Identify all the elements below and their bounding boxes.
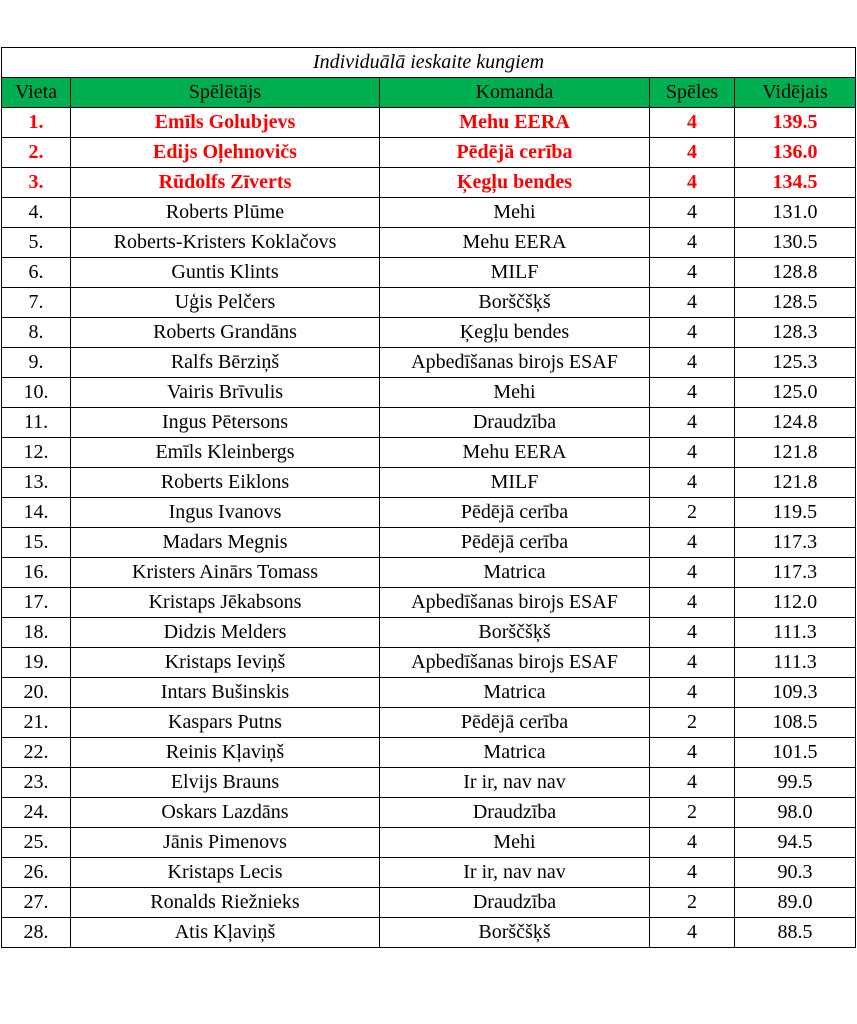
cell-player: Emīls Golubjevs	[71, 108, 380, 138]
cell-average: 128.8	[735, 258, 856, 288]
cell-average: 111.3	[735, 648, 856, 678]
table-row	[2, 858, 856, 888]
cell-games: 4	[650, 828, 735, 858]
cell-team: Draudzība	[380, 888, 650, 918]
cell-place: 12.	[2, 438, 71, 468]
cell-place: 24.	[2, 798, 71, 828]
cell-team: Mehu EERA	[380, 108, 650, 138]
table-row	[2, 768, 856, 798]
table-row	[2, 588, 856, 618]
table-row	[2, 168, 856, 198]
cell-average: 112.0	[735, 588, 856, 618]
cell-place: 5.	[2, 228, 71, 258]
cell-player: Roberts-Kristers Koklačovs	[71, 228, 380, 258]
cell-place: 3.	[2, 168, 71, 198]
cell-player: Roberts Eiklons	[71, 468, 380, 498]
table-row	[2, 828, 856, 858]
cell-place: 6.	[2, 258, 71, 288]
cell-player: Didzis Melders	[71, 618, 380, 648]
header-average: Vidējais	[735, 78, 856, 108]
cell-games: 4	[650, 168, 735, 198]
table-row	[2, 648, 856, 678]
cell-games: 4	[650, 648, 735, 678]
table-row	[2, 468, 856, 498]
table-row	[2, 408, 856, 438]
cell-games: 4	[650, 468, 735, 498]
cell-team: Borščšķš	[380, 288, 650, 318]
cell-player: Rūdolfs Zīverts	[71, 168, 380, 198]
cell-team: Apbedīšanas birojs ESAF	[380, 588, 650, 618]
header-games: Spēles	[650, 78, 735, 108]
cell-average: 98.0	[735, 798, 856, 828]
table-row	[2, 258, 856, 288]
cell-place: 10.	[2, 378, 71, 408]
cell-place: 27.	[2, 888, 71, 918]
cell-games: 2	[650, 888, 735, 918]
table-row	[2, 228, 856, 258]
cell-place: 23.	[2, 768, 71, 798]
cell-place: 25.	[2, 828, 71, 858]
table-row	[2, 288, 856, 318]
cell-average: 128.3	[735, 318, 856, 348]
cell-player: Guntis Klints	[71, 258, 380, 288]
table-row	[2, 708, 856, 738]
cell-team: Mehu EERA	[380, 438, 650, 468]
cell-place: 2.	[2, 138, 71, 168]
cell-average: 134.5	[735, 168, 856, 198]
cell-place: 8.	[2, 318, 71, 348]
table-row	[2, 888, 856, 918]
cell-place: 16.	[2, 558, 71, 588]
table-row	[2, 348, 856, 378]
cell-team: Draudzība	[380, 408, 650, 438]
cell-average: 121.8	[735, 468, 856, 498]
cell-place: 15.	[2, 528, 71, 558]
cell-average: 89.0	[735, 888, 856, 918]
cell-place: 26.	[2, 858, 71, 888]
cell-player: Oskars Lazdāns	[71, 798, 380, 828]
cell-games: 4	[650, 768, 735, 798]
cell-games: 4	[650, 138, 735, 168]
cell-place: 1.	[2, 108, 71, 138]
cell-games: 2	[650, 708, 735, 738]
cell-place: 14.	[2, 498, 71, 528]
cell-player: Ingus Ivanovs	[71, 498, 380, 528]
table-row	[2, 318, 856, 348]
cell-place: 11.	[2, 408, 71, 438]
cell-player: Kaspars Putns	[71, 708, 380, 738]
cell-games: 4	[650, 588, 735, 618]
table-row	[2, 558, 856, 588]
table-row	[2, 198, 856, 228]
cell-team: Mehi	[380, 828, 650, 858]
table-row	[2, 138, 856, 168]
table-row	[2, 918, 856, 948]
table-row	[2, 678, 856, 708]
table-body	[2, 108, 856, 948]
cell-games: 4	[650, 198, 735, 228]
cell-team: Apbedīšanas birojs ESAF	[380, 648, 650, 678]
cell-place: 18.	[2, 618, 71, 648]
cell-team: Mehu EERA	[380, 228, 650, 258]
cell-player: Kristers Ainārs Tomass	[71, 558, 380, 588]
table-row	[2, 528, 856, 558]
header-team: Komanda	[380, 78, 650, 108]
cell-average: 108.5	[735, 708, 856, 738]
cell-games: 2	[650, 798, 735, 828]
cell-place: 21.	[2, 708, 71, 738]
cell-team: Borščšķš	[380, 918, 650, 948]
cell-games: 4	[650, 228, 735, 258]
cell-place: 22.	[2, 738, 71, 768]
cell-player: Ralfs Bērziņš	[71, 348, 380, 378]
cell-place: 20.	[2, 678, 71, 708]
cell-average: 128.5	[735, 288, 856, 318]
cell-player: Edijs Oļehnovičs	[71, 138, 380, 168]
cell-player: Roberts Plūme	[71, 198, 380, 228]
cell-team: MILF	[380, 258, 650, 288]
table-header-row	[2, 78, 856, 108]
cell-player: Reinis Kļaviņš	[71, 738, 380, 768]
cell-games: 4	[650, 348, 735, 378]
cell-games: 4	[650, 618, 735, 648]
cell-average: 125.3	[735, 348, 856, 378]
cell-player: Kristaps Jēkabsons	[71, 588, 380, 618]
cell-player: Ingus Pētersons	[71, 408, 380, 438]
cell-average: 139.5	[735, 108, 856, 138]
cell-player: Madars Megnis	[71, 528, 380, 558]
header-player: Spēlētājs	[71, 78, 380, 108]
cell-team: Pēdējā cerība	[380, 528, 650, 558]
table-row	[2, 498, 856, 528]
cell-team: Pēdējā cerība	[380, 138, 650, 168]
cell-player: Intars Bušinskis	[71, 678, 380, 708]
table-row	[2, 438, 856, 468]
table-row	[2, 378, 856, 408]
cell-games: 4	[650, 738, 735, 768]
cell-player: Atis Kļaviņš	[71, 918, 380, 948]
cell-average: 88.5	[735, 918, 856, 948]
cell-games: 4	[650, 858, 735, 888]
cell-player: Elvijs Brauns	[71, 768, 380, 798]
cell-team: Matrica	[380, 558, 650, 588]
cell-average: 111.3	[735, 618, 856, 648]
cell-team: MILF	[380, 468, 650, 498]
cell-team: Ir ir, nav nav	[380, 768, 650, 798]
table-title: Individuālā ieskaite kungiem	[2, 48, 856, 78]
cell-games: 4	[650, 288, 735, 318]
cell-team: Borščšķš	[380, 618, 650, 648]
cell-games: 4	[650, 678, 735, 708]
cell-place: 7.	[2, 288, 71, 318]
cell-team: Pēdējā cerība	[380, 708, 650, 738]
cell-team: Matrica	[380, 738, 650, 768]
cell-player: Jānis Pimenovs	[71, 828, 380, 858]
cell-place: 17.	[2, 588, 71, 618]
cell-games: 4	[650, 918, 735, 948]
cell-player: Vairis Brīvulis	[71, 378, 380, 408]
table-row	[2, 798, 856, 828]
cell-team: Apbedīšanas birojs ESAF	[380, 348, 650, 378]
cell-average: 125.0	[735, 378, 856, 408]
table-row	[2, 108, 856, 138]
cell-team: Ir ir, nav nav	[380, 858, 650, 888]
cell-games: 4	[650, 438, 735, 468]
results-table	[1, 47, 856, 948]
cell-average: 131.0	[735, 198, 856, 228]
cell-player: Kristaps Lecis	[71, 858, 380, 888]
cell-average: 101.5	[735, 738, 856, 768]
header-place: Vieta	[2, 78, 71, 108]
cell-player: Kristaps Ieviņš	[71, 648, 380, 678]
cell-place: 13.	[2, 468, 71, 498]
cell-average: 124.8	[735, 408, 856, 438]
cell-player: Uģis Pelčers	[71, 288, 380, 318]
cell-average: 119.5	[735, 498, 856, 528]
cell-games: 4	[650, 378, 735, 408]
cell-team: Draudzība	[380, 798, 650, 828]
cell-average: 94.5	[735, 828, 856, 858]
cell-average: 121.8	[735, 438, 856, 468]
cell-player: Emīls Kleinbergs	[71, 438, 380, 468]
cell-player: Roberts Grandāns	[71, 318, 380, 348]
cell-average: 117.3	[735, 528, 856, 558]
cell-team: Pēdējā cerība	[380, 498, 650, 528]
cell-games: 4	[650, 528, 735, 558]
cell-games: 4	[650, 318, 735, 348]
cell-games: 4	[650, 258, 735, 288]
cell-player: Ronalds Riežnieks	[71, 888, 380, 918]
cell-games: 4	[650, 108, 735, 138]
cell-average: 136.0	[735, 138, 856, 168]
cell-average: 90.3	[735, 858, 856, 888]
cell-team: Ķegļu bendes	[380, 318, 650, 348]
table-row	[2, 618, 856, 648]
cell-place: 9.	[2, 348, 71, 378]
cell-team: Mehi	[380, 198, 650, 228]
cell-average: 130.5	[735, 228, 856, 258]
table-row	[2, 738, 856, 768]
cell-average: 99.5	[735, 768, 856, 798]
cell-team: Ķegļu bendes	[380, 168, 650, 198]
cell-average: 117.3	[735, 558, 856, 588]
cell-games: 4	[650, 408, 735, 438]
table-title-row	[2, 48, 856, 78]
cell-place: 4.	[2, 198, 71, 228]
cell-place: 28.	[2, 918, 71, 948]
cell-place: 19.	[2, 648, 71, 678]
cell-team: Mehi	[380, 378, 650, 408]
cell-games: 4	[650, 558, 735, 588]
cell-games: 2	[650, 498, 735, 528]
cell-team: Matrica	[380, 678, 650, 708]
cell-average: 109.3	[735, 678, 856, 708]
